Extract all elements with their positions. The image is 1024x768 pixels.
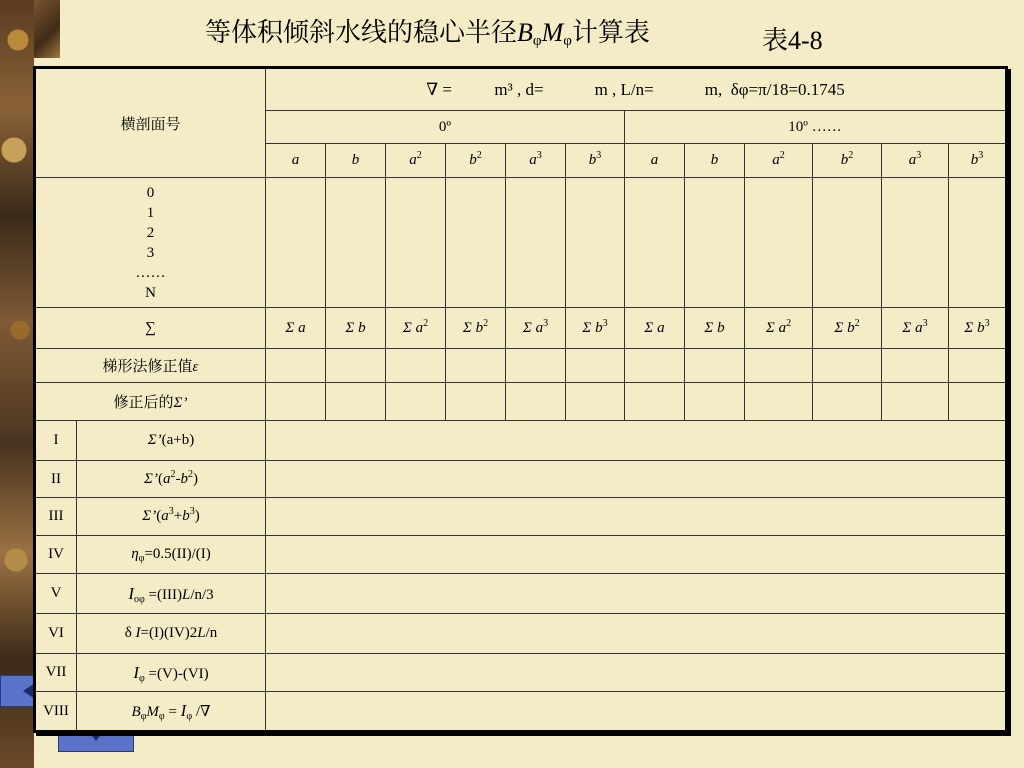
col-b3-base: b (588, 152, 597, 168)
data-cell[interactable] (813, 178, 882, 308)
sigma: Σ (285, 319, 295, 336)
row-formula (77, 692, 266, 732)
data-cell[interactable] (446, 178, 506, 308)
correction-label (35, 349, 266, 383)
col-b3-10-exp: 3 (978, 150, 984, 161)
data-cell[interactable] (625, 178, 685, 308)
col-a (266, 144, 326, 178)
formula-text: =(III) (144, 586, 182, 603)
sigma-prime: Σ’ (144, 470, 158, 487)
result-cell[interactable] (266, 654, 1007, 692)
correction-text: 梯形法修正值 (102, 359, 193, 375)
col-a2-base: a (409, 152, 417, 168)
sum-var: b (475, 319, 484, 336)
sigma: Σ (834, 319, 844, 336)
sum-var: a (415, 319, 424, 336)
data-cell[interactable] (949, 383, 1007, 421)
sum-exp: 3 (984, 317, 990, 329)
col-b2-base: b (469, 152, 477, 168)
col-a2-10 (745, 144, 813, 178)
col-a3-10-base: a (908, 152, 917, 168)
row-formula (77, 498, 266, 536)
decorative-collage-strip (0, 0, 34, 768)
data-cell[interactable] (745, 178, 813, 308)
formula-sub: φ (140, 711, 147, 722)
col-b3-10-base: b (970, 152, 979, 168)
data-cell[interactable] (506, 349, 566, 383)
row-roman: I (35, 421, 77, 461)
formula-exp: 2 (187, 468, 193, 480)
title-text: 等体积倾斜水线的稳心半径 (205, 18, 518, 47)
formula-I: I (180, 701, 187, 720)
row-formula (77, 461, 266, 498)
row-roman: IV (35, 536, 77, 574)
title-phi-1: φ (532, 33, 542, 49)
sum-exp: 3 (922, 317, 928, 329)
row-formula (77, 536, 266, 574)
col-a3-base: a (529, 152, 537, 168)
data-cell[interactable] (266, 349, 326, 383)
sum-exp: 2 (483, 317, 489, 329)
formula-op: - (175, 470, 181, 487)
sigma-prime: Σ’ (173, 395, 188, 411)
formula-sub: φ (158, 711, 165, 722)
title-phi-2: φ (563, 33, 572, 49)
data-cell[interactable] (685, 178, 745, 308)
row-formula (77, 421, 266, 461)
row-roman: III (35, 498, 77, 536)
col-b-10 (685, 144, 745, 178)
formula-L: L (197, 625, 206, 641)
data-cell[interactable] (882, 383, 949, 421)
formula-eq: = (164, 704, 181, 720)
formula-sub: oφ (134, 593, 145, 605)
formula-L: L (181, 586, 191, 603)
sum-var: b (847, 319, 855, 336)
decorative-collage-corner (34, 0, 60, 58)
sum-b3 (566, 308, 625, 349)
sum-b (326, 308, 386, 349)
sigma: Σ (644, 319, 654, 336)
corrected-text: 修正后的 (113, 395, 174, 411)
title-m: M (541, 18, 564, 47)
angle-0-header: 0º (266, 111, 625, 144)
angle-10-header: 10º …… (625, 111, 1007, 144)
data-cell[interactable] (813, 383, 882, 421)
row-roman: VII (35, 654, 77, 692)
formula-I: I (133, 662, 140, 682)
formula-a: a (161, 508, 169, 524)
sigma-prime: Σ’ (147, 432, 162, 448)
data-cell[interactable] (506, 383, 566, 421)
formula-M: M (146, 704, 159, 720)
formula-text: =0.5(II)/(I) (144, 546, 211, 562)
col-a-10 (625, 144, 685, 178)
col-a3-10-exp: 3 (916, 150, 922, 161)
sigma-prime: Σ’ (142, 508, 157, 524)
data-cell[interactable] (266, 383, 326, 421)
row-formula (77, 614, 266, 654)
col-a2 (386, 144, 446, 178)
row-formula (77, 574, 266, 614)
sum-exp: 2 (854, 317, 860, 329)
section-number: 0 (146, 184, 155, 201)
data-cell[interactable] (326, 349, 386, 383)
formula-text: =(I)(IV)2 (140, 625, 198, 641)
sigma: Σ (704, 319, 714, 336)
sum-var: a (298, 319, 306, 336)
result-cell[interactable] (266, 614, 1007, 654)
col-b2-10-exp: 2 (848, 150, 854, 161)
section-number: N (145, 284, 156, 301)
sum-b-10 (685, 308, 745, 349)
sum-var: a (778, 319, 787, 336)
sum-a2 (386, 308, 446, 349)
data-cell[interactable] (745, 349, 813, 383)
sum-b2-10 (813, 308, 882, 349)
result-cell[interactable] (266, 574, 1007, 614)
sum-var: b (358, 319, 366, 336)
col-a3-exp: 3 (536, 150, 542, 161)
formula-open: ( (157, 470, 163, 487)
sum-exp: 3 (602, 317, 608, 329)
row-roman: V (35, 574, 77, 614)
formula-op: + (173, 508, 183, 524)
col-a3 (506, 144, 566, 178)
formula-close: ) (194, 508, 200, 524)
sum-exp: 2 (423, 317, 429, 329)
section-numbers (35, 178, 266, 308)
data-cell[interactable] (625, 349, 685, 383)
sum-var: b (717, 319, 725, 336)
formula-eta: η (131, 546, 139, 562)
data-cell[interactable] (685, 383, 745, 421)
col-b3-10 (949, 144, 1007, 178)
data-cell[interactable] (882, 349, 949, 383)
result-cell[interactable] (266, 692, 1007, 732)
calculation-table (33, 66, 1008, 733)
col-b (326, 144, 386, 178)
sigma: Σ (345, 319, 355, 336)
sigma: Σ (402, 319, 412, 336)
section-label-cell (35, 68, 266, 178)
title-suffix: 计算表 (571, 18, 650, 47)
sum-a-10 (625, 308, 685, 349)
params-text: ∇ = m³ , d= m , L/n= m, δφ=π/18=0.1745 (426, 79, 845, 99)
col-b2 (446, 144, 506, 178)
formula-sub: φ (138, 553, 145, 564)
data-cell[interactable] (386, 178, 446, 308)
data-cell[interactable] (266, 178, 326, 308)
result-cell[interactable] (266, 421, 1007, 461)
data-cell[interactable] (566, 178, 625, 308)
formula-open: ( (156, 508, 162, 524)
data-cell[interactable] (506, 178, 566, 308)
formula-text: (a+b) (161, 432, 195, 448)
sum-a3-10 (882, 308, 949, 349)
sum-a3 (506, 308, 566, 349)
sum-var: a (657, 319, 665, 336)
epsilon: ε (192, 359, 199, 375)
sigma: Σ (902, 319, 912, 336)
formula-sub: φ (139, 672, 145, 684)
data-cell[interactable] (386, 349, 446, 383)
table-number: 表4-8 (762, 26, 823, 55)
formula-close: ) (192, 470, 198, 487)
sigma: Σ (522, 319, 532, 336)
section-number: 3 (146, 244, 155, 261)
col-a-text: a (291, 152, 300, 168)
col-b2-exp: 2 (476, 150, 482, 161)
row-formula (77, 654, 266, 692)
data-cell[interactable] (566, 349, 625, 383)
sum-var: b (977, 319, 985, 336)
sigma: Σ (765, 319, 775, 336)
formula-exp: 3 (189, 506, 195, 517)
formula-delta: δ (124, 625, 136, 641)
data-cell[interactable] (685, 349, 745, 383)
sum-b3-10 (949, 308, 1007, 349)
formula-a: a (162, 470, 171, 487)
data-cell[interactable] (566, 383, 625, 421)
sum-var: a (915, 319, 923, 336)
formula-exp: 2 (170, 468, 176, 480)
formula-sub: φ (186, 711, 193, 722)
sum-a (266, 308, 326, 349)
col-b-text: b (351, 152, 360, 168)
sigma: Σ (964, 319, 974, 336)
params-cell (266, 68, 1007, 111)
data-cell[interactable] (745, 383, 813, 421)
sum-label: ∑ (35, 308, 266, 349)
row-roman: II (35, 461, 77, 498)
sigma: Σ (462, 319, 472, 336)
col-a2-10-exp: 2 (779, 150, 785, 161)
page-title (205, 16, 650, 50)
section-number: 2 (146, 224, 155, 241)
formula-text: /∇ (192, 704, 211, 720)
col-b-10-text: b (710, 152, 719, 168)
data-cell[interactable] (949, 178, 1007, 308)
row-roman: VIII (35, 692, 77, 732)
data-cell[interactable] (446, 349, 506, 383)
formula-text: /n/3 (190, 586, 214, 603)
formula-I: I (128, 583, 134, 603)
col-a2-10-base: a (772, 152, 780, 168)
section-label: 横剖面号 (120, 116, 181, 133)
row-roman: VI (35, 614, 77, 654)
sum-b2 (446, 308, 506, 349)
data-cell[interactable] (882, 178, 949, 308)
result-cell[interactable] (266, 498, 1007, 536)
data-cell[interactable] (446, 383, 506, 421)
sigma: Σ (582, 319, 592, 336)
result-cell[interactable] (266, 536, 1007, 574)
data-cell[interactable] (326, 383, 386, 421)
data-cell[interactable] (386, 383, 446, 421)
title-b: B (517, 18, 533, 47)
col-b3 (566, 144, 625, 178)
col-a-10-text: a (650, 152, 659, 168)
sum-var: b (595, 319, 603, 336)
sum-var: a (535, 319, 544, 336)
formula-text: =(V)-(VI) (144, 665, 209, 682)
col-b2-10 (813, 144, 882, 178)
col-a2-exp: 2 (416, 150, 422, 161)
data-cell[interactable] (326, 178, 386, 308)
formula-B: B (131, 704, 141, 720)
col-b3-exp: 3 (596, 150, 602, 161)
section-number: …… (135, 264, 166, 281)
formula-b: b (182, 508, 190, 524)
sum-exp: 3 (543, 317, 549, 329)
data-cell[interactable] (813, 349, 882, 383)
formula-exp: 3 (168, 506, 174, 517)
data-cell[interactable] (625, 383, 685, 421)
sum-exp: 2 (786, 317, 792, 329)
section-number: 1 (146, 204, 155, 221)
data-cell[interactable] (949, 349, 1007, 383)
corrected-label (35, 383, 266, 421)
formula-text: /n (205, 625, 218, 641)
formula-b: b (180, 470, 188, 487)
col-b2-10-base: b (840, 152, 849, 168)
formula-I: I (135, 625, 141, 641)
result-cell[interactable] (266, 461, 1007, 498)
col-a3-10 (882, 144, 949, 178)
sum-a2-10 (745, 308, 813, 349)
